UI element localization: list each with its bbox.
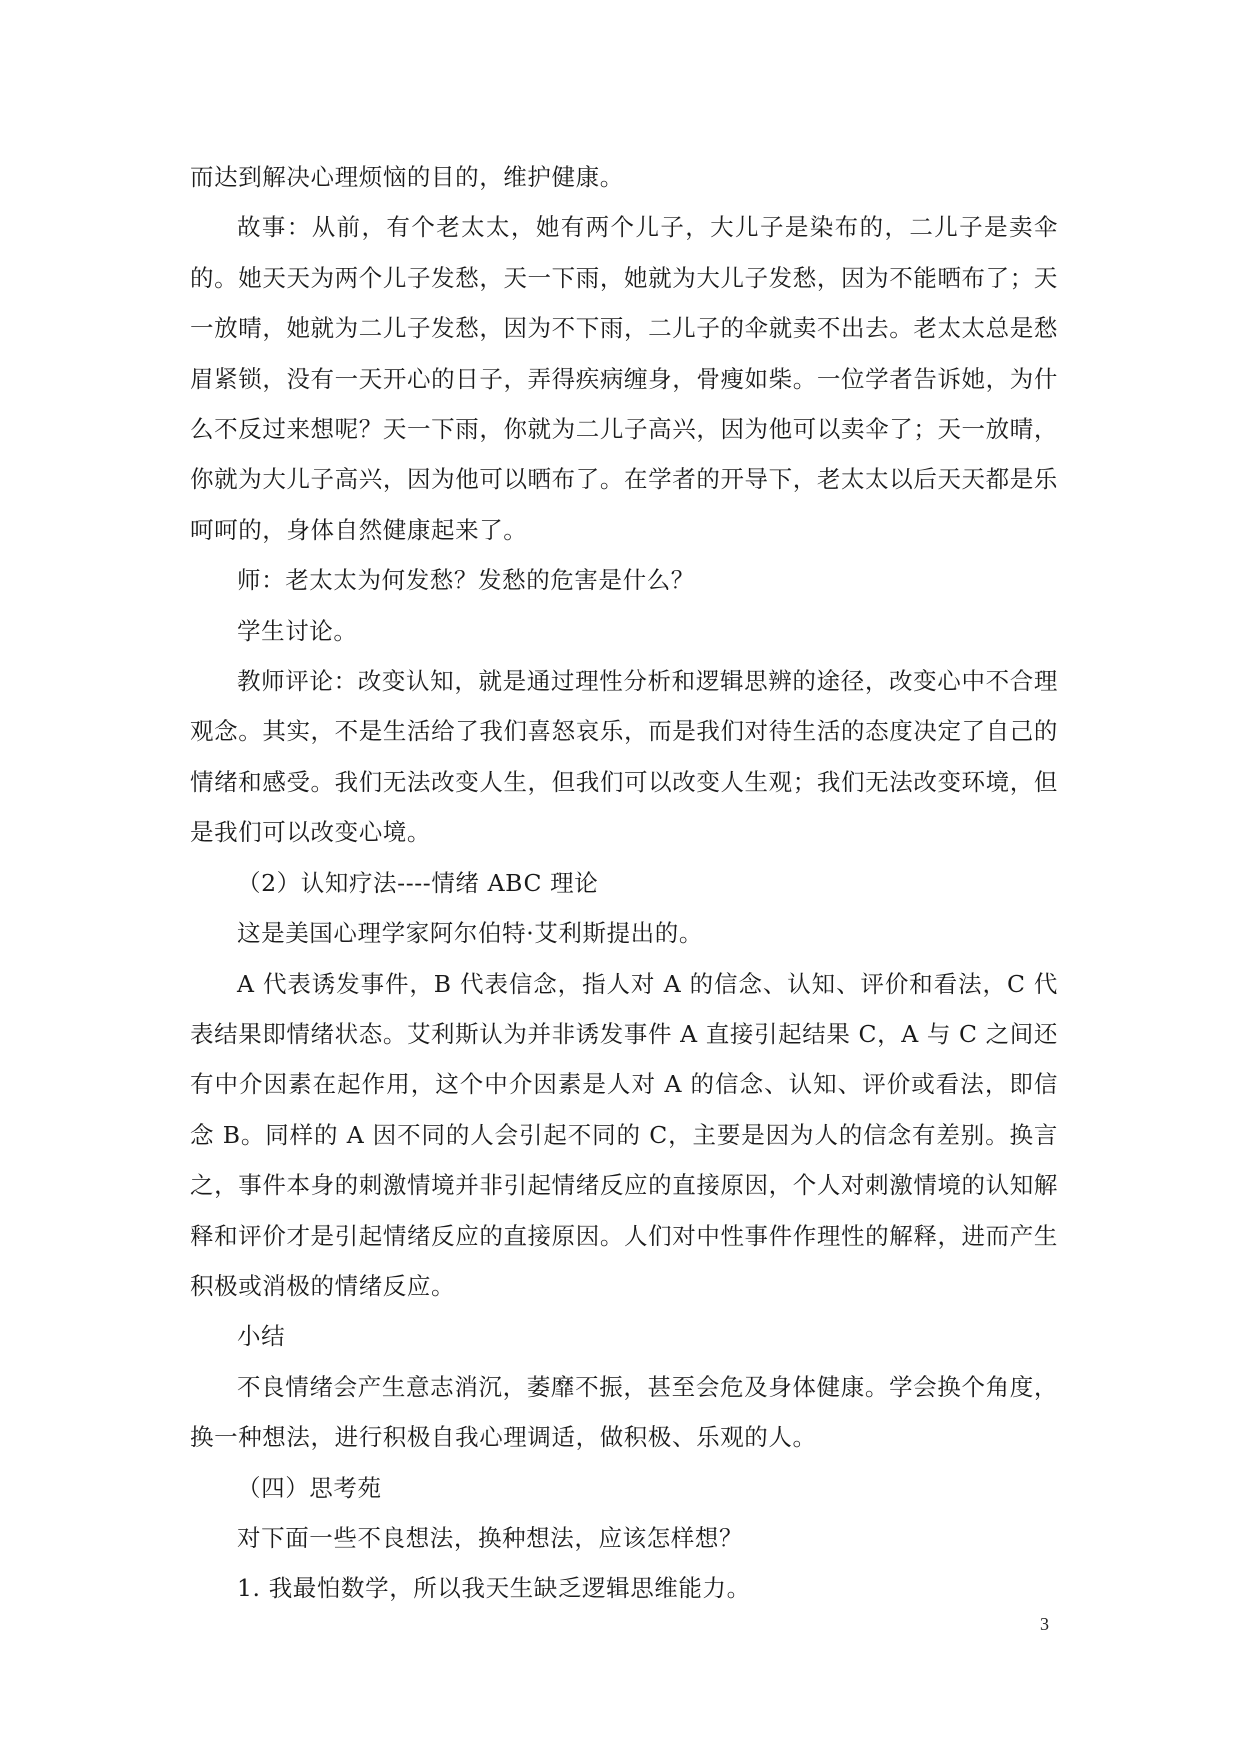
paragraph-summary: 不良情绪会产生意志消沉，萎靡不振，甚至会危及身体健康。学会换个角度，换一种想法，进行积极自我心理调适，做积极、乐观的人。	[190, 1372, 1058, 1452]
paragraph-teacher-comment: 教师评论：改变认知，就是通过理性分析和逻辑思辨的途径，改变心中不合理观念。其实，不是生活给了我们喜怒哀乐，而是我们对待生活的态度决定了自己的情绪和感受。我们无法改变人生，但我们可以改变人生观；我们无法改变环境，但是我们可以改变心境。	[190, 667, 1058, 847]
paragraph-teacher-question: 师：老太太为何发愁？发愁的危害是什么？	[237, 566, 695, 595]
section-heading-abc-theory: （2）认知疗法----情绪 ABC 理论	[237, 868, 599, 897]
list-item-1: 1. 我最怕数学，所以我天生缺乏逻辑思维能力。	[237, 1574, 751, 1603]
section-heading-summary: 小结	[237, 1322, 286, 1351]
paragraph-thinking-prompt: 对下面一些不良想法，换种想法，应该怎样想？	[237, 1523, 744, 1552]
paragraph-continuation: 而达到解决心理烦恼的目的，维护健康。	[190, 163, 624, 191]
paragraph-ellis-origin: 这是美国心理学家阿尔伯特·艾利斯提出的。	[237, 919, 703, 948]
document-body	[190, 152, 1058, 1614]
page-number: 3	[1040, 1614, 1049, 1634]
paragraph-abc-explanation: A 代表诱发事件，B 代表信念，指人对 A 的信念、认知、评价和看法，C 代表结果即情绪状态。艾利斯认为并非诱发事件 A 直接引起结果 C，A 与 C 之间还有中介因素在起作用，这个中介因素是人对 A 的信念、认知、评价或看法，即信念 B。同样的 A 因不同的人会引起不同的 C，主要是因为人的信念有差别。换言之，事件本身的刺激情境并非引起情绪反应的直接原因，个人对刺激情境的认知解释和评价才是引起情绪反应的直接原因。人们对中性事件作理性的解释，进而产生积极或消极的情绪反应。	[190, 969, 1058, 1300]
paragraph-student-discussion: 学生讨论。	[237, 616, 358, 645]
paragraph-story: 故事：从前，有个老太太，她有两个儿子，大儿子是染布的，二儿子是卖伞的。她天天为两个儿子发愁，天一下雨，她就为大儿子发愁，因为不能晒布了；天一放晴，她就为二儿子发愁，因为不下雨，二儿子的伞就卖不出去。老太太总是愁眉紧锁，没有一天开心的日子，弄得疾病缠身，骨瘦如柴。一位学者告诉她，为什么不反过来想呢？天一下雨，你就为二儿子高兴，因为他可以卖伞了；天一放晴，你就为大儿子高兴，因为他可以晒布了。在学者的开导下，老太太以后天天都是乐呵呵的，身体自然健康起来了。	[190, 213, 1058, 544]
section-heading-thinking: （四）思考苑	[237, 1473, 382, 1502]
